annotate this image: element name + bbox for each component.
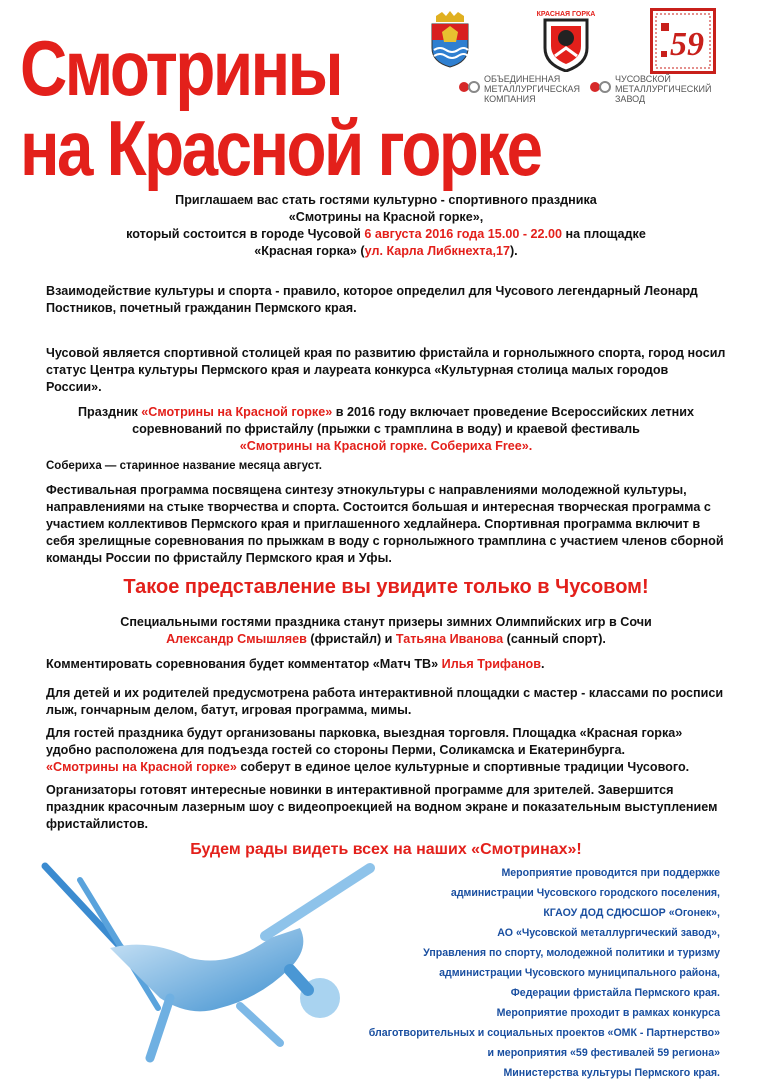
krasnaya-gorka-logo-text: КРАСНАЯ ГОРКА — [536, 11, 596, 18]
support-line: благотворительных и социальных проектов «ОМК - Партнерство» — [368, 1027, 720, 1039]
p8-event-name: «Смотрины на Красной горке» — [46, 760, 237, 774]
p6-text-c: . — [541, 657, 545, 671]
paragraph-special-guests — [46, 614, 726, 648]
p6-text-a: Комментировать соревнования будет комментатор «Матч ТВ» — [46, 657, 442, 671]
p8-text-c: соберут в единое целое культурные и спортивные традиции Чусового. — [236, 760, 690, 774]
coat-of-arms-icon — [428, 10, 472, 68]
poster-title-line2: на Красной горке — [20, 104, 541, 192]
intro-line3-text: который состоится в городе Чусовой — [126, 227, 365, 241]
krasnaya-gorka-logo — [535, 8, 597, 72]
poster-title-line1: Смотрины — [20, 24, 342, 112]
intro-venue: «Красная горка» ( — [254, 244, 365, 258]
intro-line4-end: ). — [509, 244, 518, 258]
fest-59-number: 59 — [670, 26, 704, 63]
soberiha-note: Собериха — старинное название месяца август. — [46, 460, 322, 472]
support-line: Министерства культуры Пермского края. — [503, 1067, 720, 1079]
support-line: администрации Чусовского городского поселения, — [450, 887, 720, 899]
commentator-name: Илья Трифанов — [441, 657, 541, 671]
paragraph-program: Фестивальная программа посвящена синтезу этнокультуры с направлениями молодежной культуры, направлениями на стыке творчества и спорта. Состоится большая и интересная творческая программа с участием коллективов Пермского края и приглашенного хедлайнера. Спортивная программа включит в себя зрелищные соревнования по прыжкам в воду с горнолыжного трамплина с участием членов сборной команды России по фристайлу Пермского края и Уфы. — [46, 483, 724, 565]
intro-paragraph — [46, 192, 726, 260]
support-line: Мероприятие проводится при поддержке — [501, 867, 720, 879]
event-address: ул. Карла Либкнехта,17 — [364, 244, 510, 258]
guest-smyshlyaev: Александр Смышляев — [166, 632, 307, 646]
chmz-logo-icon — [589, 80, 611, 94]
paragraph-culture-sport: Взаимодействие культуры и спорта - правило, которое определил для Чусового легендарный Леонард Постников, почетный гражданин Пермского края. — [46, 284, 698, 315]
p5-text-e: (санный спорт). — [503, 632, 606, 646]
intro-line2: «Смотрины на Красной горке», — [288, 210, 484, 224]
headline-only-in-chusovoy: Такое представление вы увидите только в Чусовом! — [123, 576, 649, 598]
intro-line3 — [46, 226, 726, 243]
support-line: Федерации фристайла Пермского края. — [510, 987, 720, 999]
support-line: КГАОУ ДОД СДЮСШОР «Огонек», — [543, 907, 720, 919]
partner-chmz-label: ЧУСОВСКОЙ МЕТАЛЛУРГИЧЕСКИЙ ЗАВОД — [615, 74, 712, 104]
partner-omk — [458, 74, 581, 104]
support-line: АО «Чусовской металлургический завод», — [497, 927, 720, 939]
support-line: и мероприятия «59 фестивалей 59 региона» — [487, 1047, 720, 1059]
support-line: Управления по спорту, молодежной политики и туризму — [423, 947, 720, 959]
p5-text-c: (фристайл) и — [306, 632, 396, 646]
p3-text-a: Праздник — [77, 405, 142, 419]
support-line: администрации Чусовского муниципального района, — [439, 967, 720, 979]
partner-omk-label: ОБЪЕДИНЕННАЯ МЕТАЛЛУРГИЧЕСКАЯ КОМПАНИЯ — [484, 74, 581, 104]
partner-chmz — [589, 74, 712, 104]
paragraph-festival — [46, 404, 726, 455]
p3-festival-name: «Смотрины на Красной горке. Собериха Free». — [239, 439, 533, 453]
intro-line4 — [46, 243, 726, 260]
event-date: 6 августа 2016 года 15.00 - 22.00 — [364, 227, 563, 241]
p5-guests — [46, 631, 726, 648]
paragraph-children: Для детей и их родителей предусмотрена работа интерактивной площадки с мастер - классами по росписи лыж, гончарным делом, батут, игровая программа, мимы. — [46, 686, 724, 717]
omk-logo-icon — [458, 80, 480, 94]
paragraph-sport-capital: Чусовой является спортивной столицей края по развитию фристайла и горнолыжного спорта, город носил статус Центра культуры Пермского края и лауреата конкурса «Культурная столица малых городов России». — [46, 346, 726, 394]
closing-line: Будем рады видеть всех на наших «Смотринах»! — [190, 841, 582, 858]
support-list — [320, 863, 720, 1083]
p3-text-c: в 2016 году включает проведение Всероссийских летних соревнований по фристайлу (прыжки с трамплина в воду) и краевой фестиваль — [132, 405, 694, 436]
p5-text-a: Специальными гостями праздника станут призеры зимних Олимпийских игр в Сочи — [120, 615, 652, 629]
intro-line1: Приглашаем вас стать гостями культурно - спортивного праздника — [175, 193, 597, 207]
p8-text-a: Для гостей праздника будут организованы парковка, выездная торговля. Площадка «Красная горка» удобно расположена для подъезда гостей со стороны Перми, Соликамска и Екатеринбурга. — [46, 726, 683, 757]
intro-line3-end: на площадке — [562, 227, 646, 241]
fest-59-logo — [650, 8, 716, 74]
paragraph-guests — [46, 725, 726, 776]
guest-ivanova: Татьяна Иванова — [395, 632, 504, 646]
p3-event-name: «Смотрины на Красной горке» — [141, 405, 333, 419]
paragraph-organizers: Организаторы готовят интересные новинки в интерактивной программе для зрителей. Завершится праздник красочным лазерным шоу с видеопроекцией на водном экране и показательным выступлением фристайлистов. — [46, 783, 718, 831]
paragraph-commentator — [46, 656, 726, 673]
support-line: Мероприятие проходит в рамках конкурса — [496, 1007, 720, 1019]
